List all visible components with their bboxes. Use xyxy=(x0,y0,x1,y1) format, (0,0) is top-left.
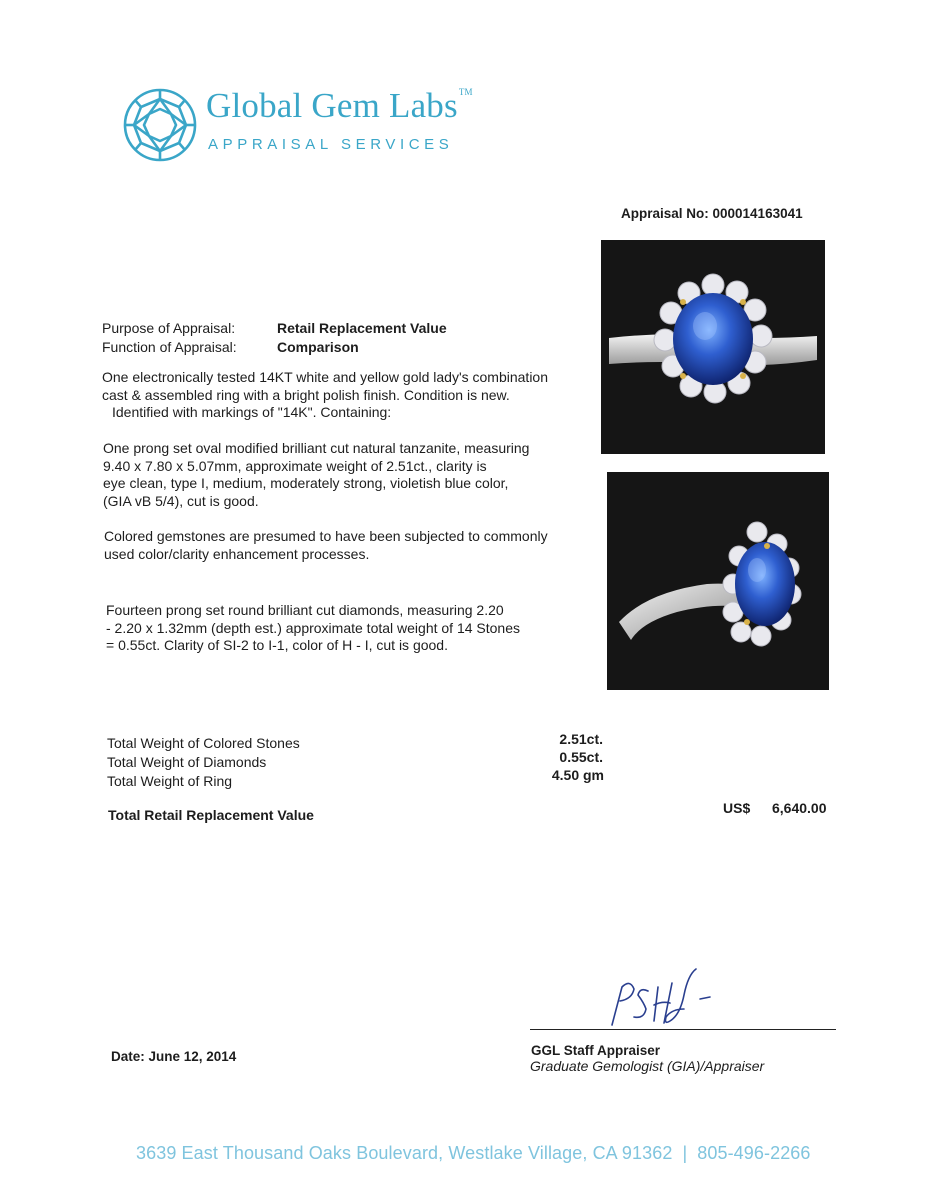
total-retail-value-amount: 6,640.00 xyxy=(772,800,827,816)
trademark-mark: TM xyxy=(458,87,473,97)
ring-description-line: Identified with markings of "14K". Containing: xyxy=(112,404,392,420)
total-ring-weight-label: Total Weight of Ring xyxy=(107,773,233,789)
ring-side-photo xyxy=(607,472,829,690)
gem-outline-icon xyxy=(122,87,198,163)
purpose-label: Purpose of Appraisal: xyxy=(102,320,236,336)
enhancement-note-line: used color/clarity enhancement processes. xyxy=(104,545,370,562)
brand-name-text: Global Gem Labs xyxy=(206,86,458,125)
currency-label: US$ xyxy=(723,800,751,816)
ring-description-line: cast & assembled ring with a bright polish finish. Condition is new. xyxy=(102,386,510,403)
appraiser-signature xyxy=(600,965,730,1031)
diamonds-description-line: = 0.55ct. Clarity of SI-2 to I-1, color of H - I, cut is good. xyxy=(106,637,448,653)
tanzanite-description-line: One prong set oval modified brilliant cut natural tanzanite, measuring xyxy=(103,440,530,456)
total-colored-stones-value: 2.51ct. xyxy=(559,731,603,747)
tanzanite-description-line: 9.40 x 7.80 x 5.07mm, approximate weight of 2.51ct., clarity is xyxy=(103,457,487,474)
total-retail-value-label: Total Retail Replacement Value xyxy=(108,807,314,823)
diamonds-description-line: - 2.20 x 1.32mm (depth est.) approximate total weight of 14 Stones xyxy=(106,619,520,636)
purpose-value: Retail Replacement Value xyxy=(277,320,447,336)
signature-line xyxy=(530,1029,836,1030)
footer-contact xyxy=(136,1143,811,1164)
appraisal-date: Date: June 12, 2014 xyxy=(111,1049,237,1064)
brand-name xyxy=(206,86,473,126)
total-ring-weight-value: 4.50 gm xyxy=(551,767,604,783)
appraiser-title: Graduate Gemologist (GIA)/Appraiser xyxy=(530,1058,765,1074)
total-diamonds-value: 0.55ct. xyxy=(559,749,603,765)
tanzanite-description-line: eye clean, type I, medium, moderately strong, violetish blue color, xyxy=(103,475,509,491)
appraisal-number: Appraisal No: 000014163041 xyxy=(621,206,803,221)
footer-separator: | xyxy=(682,1143,688,1163)
function-label: Function of Appraisal: xyxy=(102,339,237,355)
tanzanite-description-line: (GIA vB 5/4), cut is good. xyxy=(103,492,259,509)
footer-address: 3639 East Thousand Oaks Boulevard, Westlake Village, CA 91362 xyxy=(136,1143,673,1163)
total-colored-stones-label: Total Weight of Colored Stones xyxy=(107,735,300,751)
ring-description xyxy=(102,369,602,422)
tanzanite-description xyxy=(103,440,603,510)
brand-subtitle: APPRAISAL SERVICES xyxy=(208,136,454,153)
enhancement-note xyxy=(104,528,604,563)
enhancement-note-line: Colored gemstones are presumed to have been subjected to commonly xyxy=(104,528,548,544)
appraiser-name: GGL Staff Appraiser xyxy=(531,1043,661,1058)
footer-phone: 805-496-2266 xyxy=(697,1143,811,1163)
diamonds-description xyxy=(106,602,606,655)
ring-description-line: One electronically tested 14KT white and yellow gold lady's combination xyxy=(102,369,548,385)
total-diamonds-label: Total Weight of Diamonds xyxy=(107,754,267,770)
ring-front-photo xyxy=(601,240,825,454)
function-value: Comparison xyxy=(277,339,359,355)
diamonds-description-line: Fourteen prong set round brilliant cut diamonds, measuring 2.20 xyxy=(106,602,504,618)
